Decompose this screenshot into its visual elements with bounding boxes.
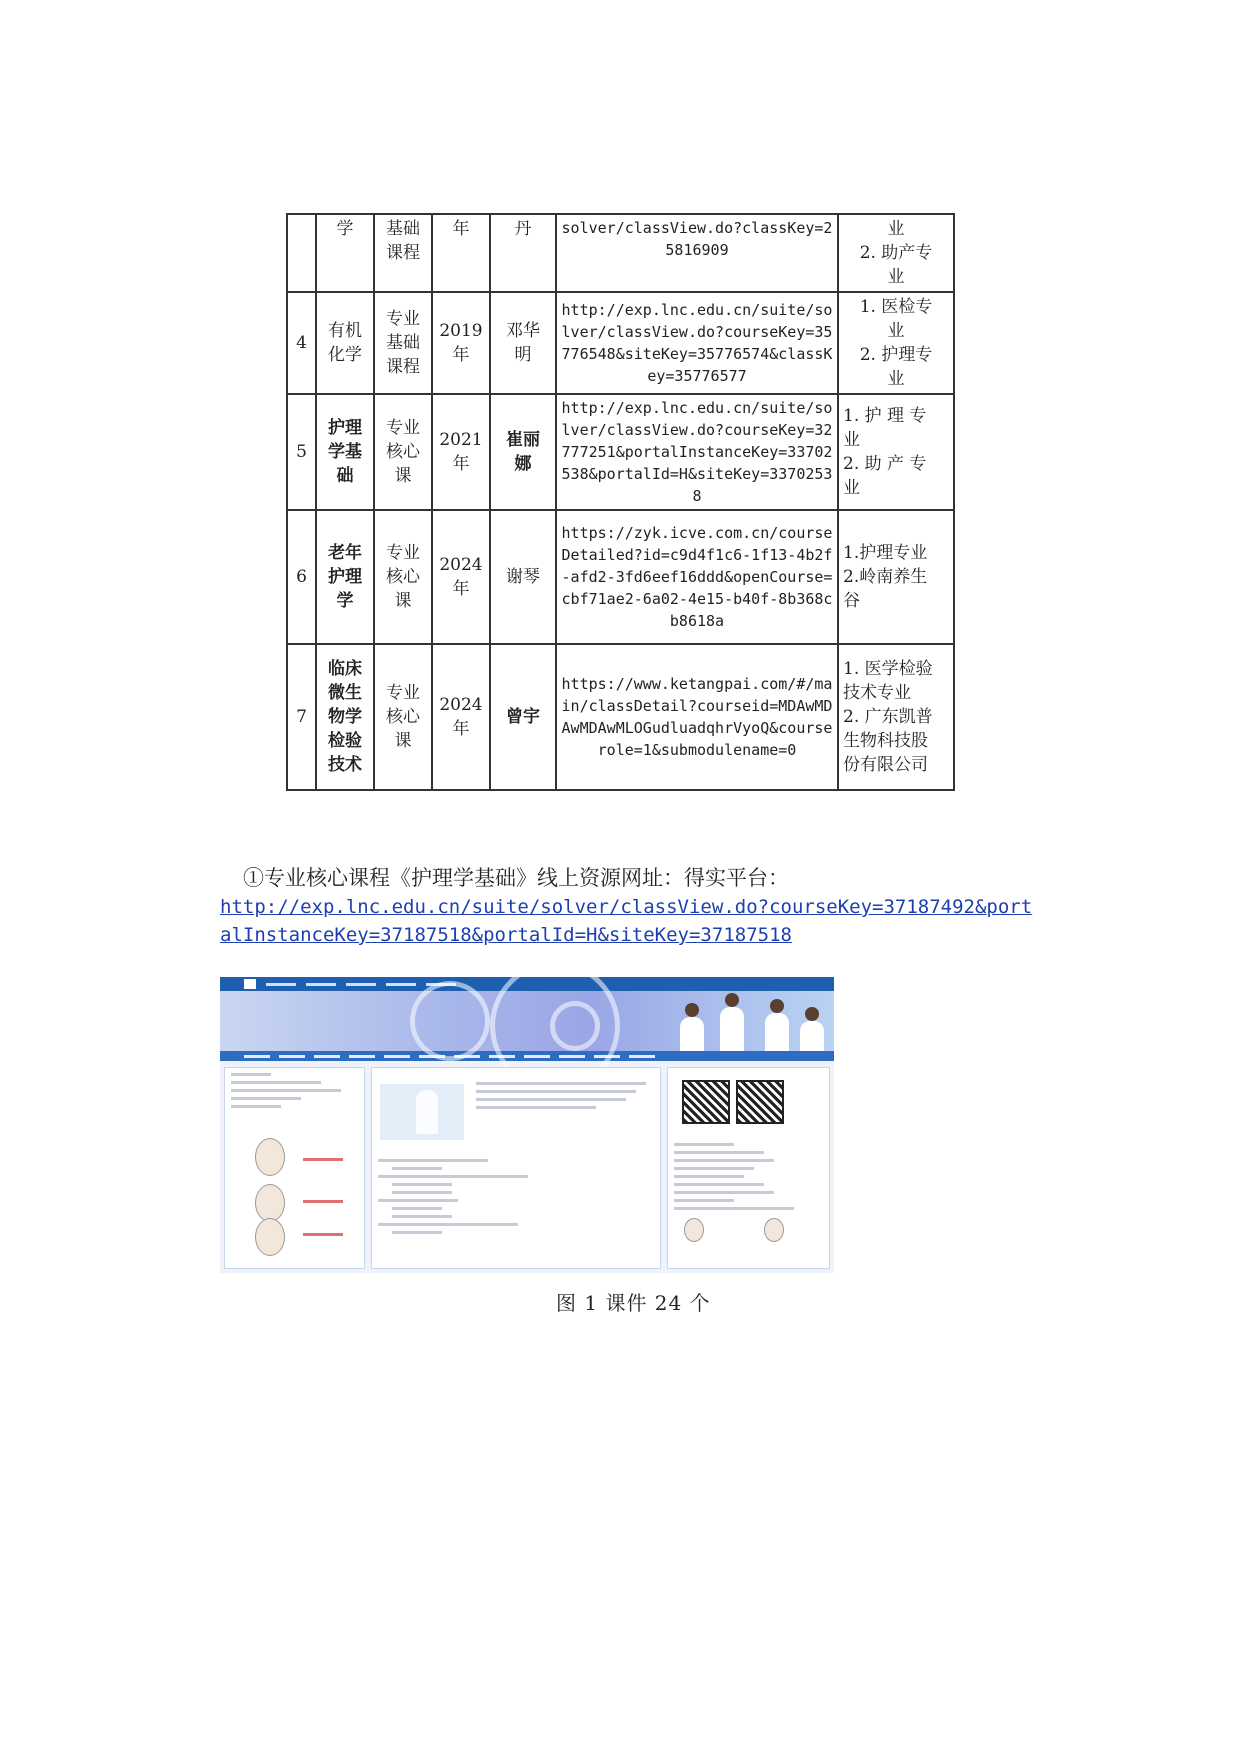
course-table [286,213,955,791]
cell-type: 专业 核心 课 [374,644,432,790]
doctor-figure [680,1017,704,1051]
cell-no: 6 [287,510,316,644]
cell-teacher: 丹 [490,214,556,292]
doctor-figure [765,1013,789,1051]
figure-caption: 图 1 课件 24 个 [556,1291,711,1315]
cell-year: 2021 年 [432,394,490,510]
table-row [287,214,954,292]
avatar [255,1184,285,1222]
course-thumbnail [380,1084,464,1140]
cell-no [287,214,316,292]
cell-type: 专业 基础 课程 [374,292,432,394]
screenshot-right-column [667,1067,830,1269]
resource-paragraph: ①专业核心课程《护理学基础》线上资源网址：得实平台： [243,866,789,890]
avatar [255,1218,285,1256]
platform-screenshot [220,977,834,1273]
logo-icon [244,979,256,989]
cell-name: 护理 学基 础 [316,394,374,510]
avatar [764,1218,784,1242]
cell-teacher: 崔丽 娜 [490,394,556,510]
nurse-figure [416,1090,438,1134]
cell-no: 5 [287,394,316,510]
cell-year: 年 [432,214,490,292]
cell-type: 基础 课程 [374,214,432,292]
screenshot-left-column [224,1067,365,1269]
cell-name: 学 [316,214,374,292]
cell-target: 1. 医学检验 技术专业 2. 广东凯普 生物科技股 份有限公司 [838,644,954,790]
doctor-figure [800,1021,824,1051]
cell-no: 4 [287,292,316,394]
cell-target: 1. 护 理 专 业 2. 助 产 专 业 [838,394,954,510]
cell-url[interactable]: https://www.ketangpai.com/#/main/classDetail?courseid=MDAwMDAwMDAwMLOGudluadqhrVyoQ&courserole=1&submodulename=0 [556,644,838,790]
cell-type: 专业 核心 课 [374,394,432,510]
cell-no: 7 [287,644,316,790]
doctor-figure [720,1007,744,1051]
cell-url[interactable]: http://exp.lnc.edu.cn/suite/solver/classView.do?courseKey=35776548&siteKey=35776574&classKey=35776577 [556,292,838,394]
cell-target: 1. 医检专 业 2. 护理专 业 [838,292,954,394]
table-row [287,292,954,394]
cell-teacher: 邓华 明 [490,292,556,394]
screenshot-center-column [371,1067,661,1269]
cell-year: 2019 年 [432,292,490,394]
cell-name: 有机 化学 [316,292,374,394]
cell-teacher: 曾宇 [490,644,556,790]
cell-type: 专业 核心 课 [374,510,432,644]
cell-year: 2024 年 [432,510,490,644]
cell-target: 业 2. 助产专 业 [838,214,954,292]
cell-name: 临床 微生 物学 检验 技术 [316,644,374,790]
cell-name: 老年 护理 学 [316,510,374,644]
cell-url[interactable]: solver/classView.do?classKey=25816909 [556,214,838,292]
avatar [255,1138,285,1176]
table-row [287,644,954,790]
qr-code-icon [682,1080,730,1124]
cell-url[interactable]: http://exp.lnc.edu.cn/suite/solver/classView.do?courseKey=32777251&portalInstanceKey=33702538&portalId=H&siteKey=33702538 [556,394,838,510]
cell-year: 2024 年 [432,644,490,790]
cell-target: 1.护理专业 2.岭南养生 谷 [838,510,954,644]
avatar [684,1218,704,1242]
qr-code-icon [736,1080,784,1124]
cell-url[interactable]: https://zyk.icve.com.cn/courseDetailed?id=c9d4f1c6-1f13-4b2f-afd2-3fd6eef16ddd&openCourse=cbf71ae2-6a02-4e15-b40f-8b368cb8618a [556,510,838,644]
table-row [287,394,954,510]
screenshot-banner [220,991,834,1051]
table-row [287,510,954,644]
cell-teacher: 谢琴 [490,510,556,644]
resource-link[interactable]: http://exp.lnc.edu.cn/suite/solver/classView.do?courseKey=37187492&portalInstanceKey=37187518&portalId=H&siteKey=37187518 [220,896,1033,946]
